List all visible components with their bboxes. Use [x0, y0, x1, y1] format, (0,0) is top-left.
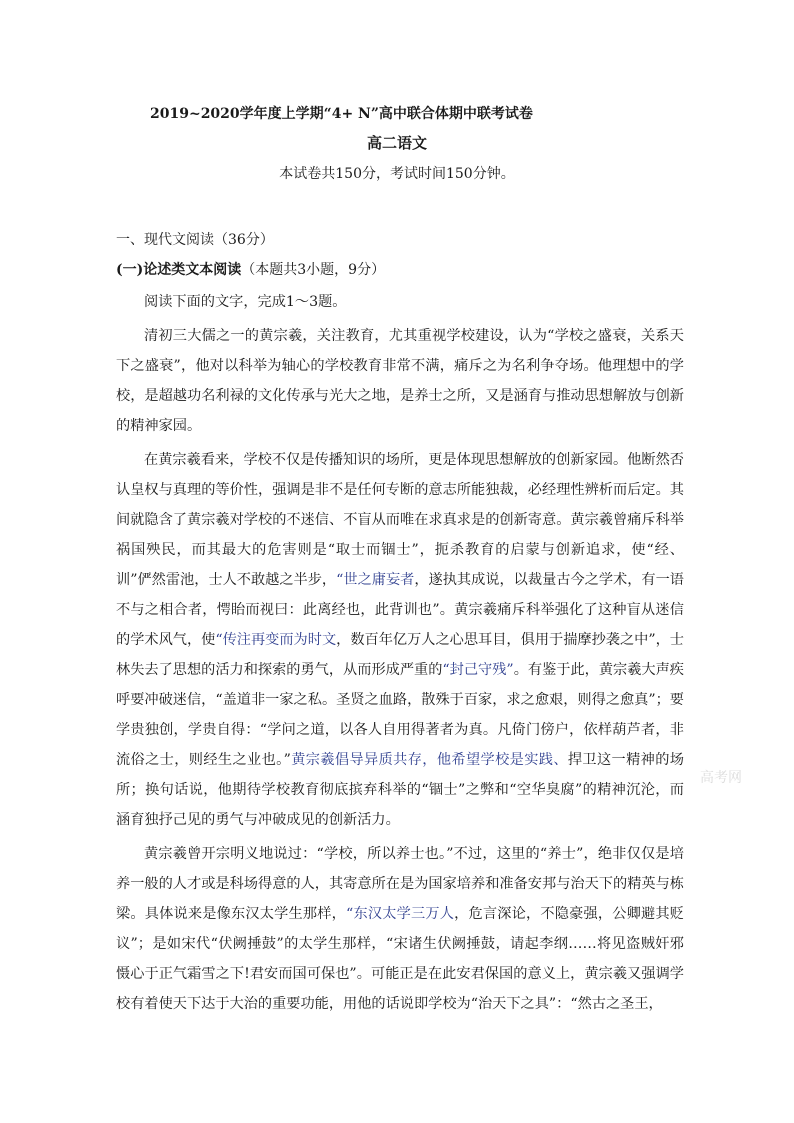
- p2-highlight-f: “封己守残”: [442, 662, 514, 678]
- p2-text-i: 捍卫这一精神的场所；换句话说，他期待学校教育彻底摈弃科举的“锢士”之弊和“空华臭腐”的精神沉沦，而涵育独抒己见的勇气与冲破成见的创新活力。: [116, 752, 684, 828]
- p2-highlight-h: 黄宗羲倡导异质共存，他希望学校是实践、: [290, 752, 568, 768]
- exam-title: 2019~2020学年度上学期“4+ N”高中联合体期中联考试卷: [150, 106, 533, 122]
- p3-text-a: 黄宗羲曾开宗明义地说过：“学校，所以养士也。”不过，这里的“养士”，绝非仅仅是培养一般的人才或是科场得意的人，其寄意所在是为国家培养和准备安邦与治天下的精英与栋梁。具体说来是像东汉太学生那样，: [116, 846, 684, 922]
- exam-info: 本试卷共150分，考试时间150分钟。: [279, 166, 515, 182]
- p2-text-a: 在黄宗羲看来，学校不仅是传播知识的场所，更是体现思想解放的创新家园。他断然否认皇权与真理的等价性，强调是非不是任何专断的意志所能独裁，必经理性辨析而后定。其间就隐含了黄宗羲对学校的不迷信、不盲从而唯在求真求是的创新寄意。黄宗羲曾痛斥科举祸国殃民，而其最大的危害则是“取士而锢士”，扼杀教育的启蒙与创新追求，使“经、训”俨然雷池，士人不敢越之半步，: [116, 452, 684, 588]
- instruction-paragraph: 阅读下面的文字，完成1～3题。: [144, 294, 347, 310]
- p2-text-e: ，数百年亿万人之心思耳目，俱用于揣摩抄袭之中”，士林失去了思想的活力和探索的勇气，从而形成严重的: [116, 632, 684, 678]
- passage-paragraph-1: 清初三大儒之一的黄宗羲，关注教育，尤其重视学校建设，认为“学校之盛衰，关系天下之盛衰”，他对以科举为轴心的学校教育非常不满，痛斥之为名利争夺场。他理想中的学校，是超越功名利禄的文化传承与光大之地，是养士之所，又是涵育与推动思想解放与创新的精神家园。: [116, 328, 684, 434]
- p2-highlight-d: “传注再变而为时文: [215, 632, 337, 648]
- subject-title: 高二语文: [366, 134, 427, 152]
- subsection-title: (一)论述类文本阅读: [116, 262, 242, 278]
- passage-paragraph-2: [116, 445, 684, 835]
- p2-highlight-b: “世之庸妄者: [336, 572, 415, 588]
- subsection-heading: [116, 259, 385, 279]
- p2-text-g: 。有鉴于此，黄宗羲大声疾呼要冲破迷信，“盖道非一家之私。圣贤之血路，散殊于百家，求之愈艰，则得之愈真”；要学贵独创，学贵自得：“学问之道，以各人自用得著者为真。凡倚门傍户，依样葫芦者，非流俗之士，则经生之业也。”: [116, 662, 684, 768]
- p3-text-c: ，危言深论，不隐豪强，公卿避其贬议”；是如宋代“伏阙捶鼓”的太学生那样，“宋诸生伏阙捶鼓，请起李纲……将见盗贼奸邪慑心于正气霜雪之下!君安而国可保也”。可能正是在此安君保国的意义上，黄宗羲又强调学校有着使天下达于大治的重要功能，用他的话说即学校为“治天下之具”：“然古之圣王，: [116, 906, 684, 1012]
- watermark: 高考网: [700, 770, 742, 786]
- reading-passage: [116, 287, 684, 1019]
- section-heading: 一、现代文阅读（36分）: [116, 232, 274, 248]
- passage-paragraph-3: [116, 839, 684, 1019]
- p3-highlight-b: “东汉太学三万人: [346, 906, 455, 922]
- subsection-note: （本题共3小题，9分）: [241, 262, 386, 278]
- p2-text-c: ，遂执其成说，以裁量古今之学术，有一语不与之相合者，愕眙而视曰：此离经也，此背训也”。黄宗羲痛斥科举强化了这种盲从迷信的学术风气，使: [116, 572, 684, 648]
